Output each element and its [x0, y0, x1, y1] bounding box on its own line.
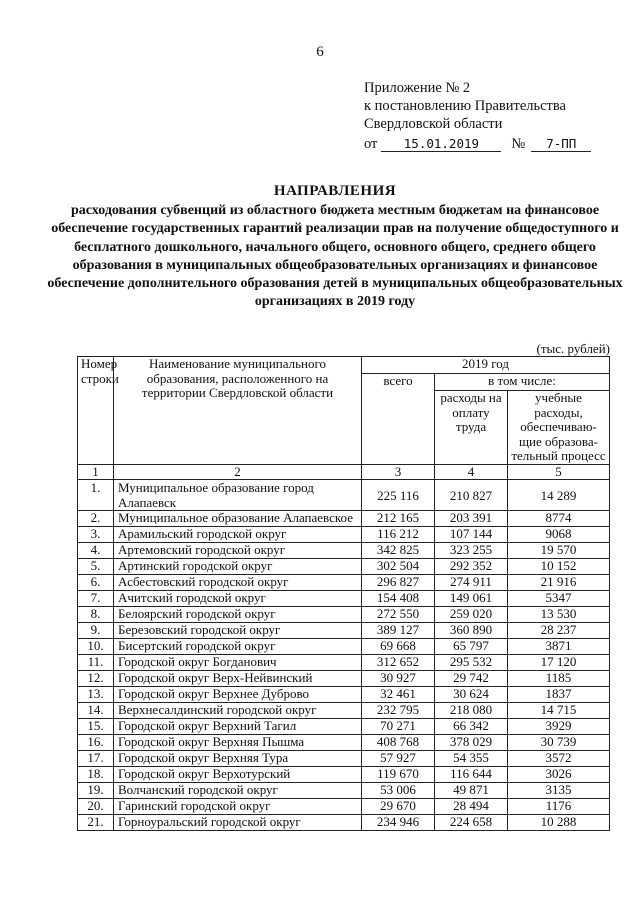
educational-value: 21 916 — [508, 575, 610, 591]
column-number: 2 — [114, 464, 362, 480]
table-row — [78, 575, 610, 591]
educational-value: 3929 — [508, 719, 610, 735]
row-number: 20. — [78, 799, 114, 815]
table-row — [78, 511, 610, 527]
table-header — [78, 357, 610, 480]
table-row — [78, 559, 610, 575]
educational-value: 28 237 — [508, 623, 610, 639]
labor-value: 29 742 — [435, 671, 508, 687]
educational-value: 19 570 — [508, 543, 610, 559]
municipality-name: Горноуральский городской округ — [114, 815, 362, 831]
row-number: 6. — [78, 575, 114, 591]
total-value: 154 408 — [362, 591, 435, 607]
educational-value: 10 152 — [508, 559, 610, 575]
column-number-row — [78, 464, 610, 480]
appendix-reference: к постановлению Правительства — [364, 98, 566, 114]
table-row — [78, 735, 610, 751]
row-number: 2. — [78, 511, 114, 527]
labor-value: 149 061 — [435, 591, 508, 607]
table-body — [78, 480, 610, 831]
subsidy-table — [77, 356, 610, 831]
total-value: 272 550 — [362, 607, 435, 623]
resolution-date: 15.01.2019 — [381, 137, 501, 152]
educational-value: 10 288 — [508, 815, 610, 831]
educational-value: 14 715 — [508, 703, 610, 719]
labor-value: 65 797 — [435, 639, 508, 655]
municipality-name: Городской округ Верх-Нейвинский — [114, 671, 362, 687]
labor-value: 54 355 — [435, 751, 508, 767]
municipality-name: Ачитский городской округ — [114, 591, 362, 607]
total-value: 225 116 — [362, 480, 435, 511]
column-number: 3 — [362, 464, 435, 480]
total-value: 302 504 — [362, 559, 435, 575]
municipality-name: Арамильский городской округ — [114, 527, 362, 543]
header-year: 2019 год — [362, 357, 610, 374]
educational-value: 3572 — [508, 751, 610, 767]
total-value: 234 946 — [362, 815, 435, 831]
row-number: 7. — [78, 591, 114, 607]
table-row — [78, 719, 610, 735]
appendix-date-line — [364, 135, 591, 153]
number-label: № — [511, 136, 526, 152]
table-row — [78, 703, 610, 719]
row-number: 18. — [78, 767, 114, 783]
labor-value: 116 644 — [435, 767, 508, 783]
units-label: (тыс. рублей) — [536, 341, 610, 356]
labor-value: 274 911 — [435, 575, 508, 591]
table-row — [78, 623, 610, 639]
labor-value: 210 827 — [435, 480, 508, 511]
header-name: Наименование муниципального образования, расположенного на территории Свердловской области — [114, 357, 362, 465]
header-educational: учебные расходы, обеспечиваю-щие образова-тельный процесс — [508, 391, 610, 465]
total-value: 212 165 — [362, 511, 435, 527]
appendix-block — [364, 79, 591, 153]
row-number: 15. — [78, 719, 114, 735]
table-row — [78, 687, 610, 703]
educational-value: 1185 — [508, 671, 610, 687]
municipality-name: Верхнесалдинский городской округ — [114, 703, 362, 719]
row-number: 14. — [78, 703, 114, 719]
labor-value: 295 532 — [435, 655, 508, 671]
municipality-name: Волчанский городской округ — [114, 783, 362, 799]
title-main: НАПРАВЛЕНИЯ — [273, 183, 397, 199]
labor-value: 107 144 — [435, 527, 508, 543]
labor-value: 292 352 — [435, 559, 508, 575]
educational-value: 17 120 — [508, 655, 610, 671]
row-number: 8. — [78, 607, 114, 623]
appendix-region: Свердловской области — [364, 116, 503, 132]
total-value: 232 795 — [362, 703, 435, 719]
total-value: 70 271 — [362, 719, 435, 735]
educational-value: 30 739 — [508, 735, 610, 751]
total-value: 69 668 — [362, 639, 435, 655]
row-number: 1. — [78, 480, 114, 511]
labor-value: 66 342 — [435, 719, 508, 735]
municipality-name: Асбестовский городской округ — [114, 575, 362, 591]
educational-value: 3135 — [508, 783, 610, 799]
municipality-name: Гаринский городской округ — [114, 799, 362, 815]
labor-value: 323 255 — [435, 543, 508, 559]
labor-value: 28 494 — [435, 799, 508, 815]
total-value: 57 927 — [362, 751, 435, 767]
labor-value: 218 080 — [435, 703, 508, 719]
header-including: в том числе: — [435, 374, 610, 391]
labor-value: 259 020 — [435, 607, 508, 623]
labor-value: 203 391 — [435, 511, 508, 527]
table-row — [78, 751, 610, 767]
educational-value: 14 289 — [508, 480, 610, 511]
table-row — [78, 799, 610, 815]
municipality-name: Городской округ Верхняя Пышма — [114, 735, 362, 751]
title-subtitle: расходования субвенций из областного бюджета местным бюджетам на финансовое обеспечение государственных гарантий реализации прав на получение общедоступного и бесплатного дошкольного, начального общего, основного общего, среднего общего образования в муниципальных общеобразовательных организациях и финансовое обеспечение дополнительного образования детей в муниципальных общеобразовательных организациях в 2019 году — [47, 203, 623, 310]
row-number: 4. — [78, 543, 114, 559]
table-row — [78, 543, 610, 559]
total-value: 342 825 — [362, 543, 435, 559]
table-row — [78, 639, 610, 655]
row-number: 10. — [78, 639, 114, 655]
labor-value: 224 658 — [435, 815, 508, 831]
municipality-name: Городской округ Верхняя Тура — [114, 751, 362, 767]
row-number: 12. — [78, 671, 114, 687]
appendix-title: Приложение № 2 — [364, 80, 471, 96]
municipality-name: Муниципальное образование город Алапаевск — [114, 480, 362, 511]
table-row — [78, 655, 610, 671]
municipality-name: Городской округ Верхний Тагил — [114, 719, 362, 735]
table-row — [78, 480, 610, 511]
total-value: 312 652 — [362, 655, 435, 671]
educational-value: 8774 — [508, 511, 610, 527]
document-title — [40, 182, 630, 312]
row-number: 17. — [78, 751, 114, 767]
municipality-name: Артинский городской округ — [114, 559, 362, 575]
table-row — [78, 815, 610, 831]
header-row-number: Номер строки — [78, 357, 114, 465]
municipality-name: Городской округ Верхнее Дуброво — [114, 687, 362, 703]
total-value: 119 670 — [362, 767, 435, 783]
row-number: 13. — [78, 687, 114, 703]
table-row — [78, 783, 610, 799]
educational-value: 9068 — [508, 527, 610, 543]
municipality-name: Артемовский городской округ — [114, 543, 362, 559]
row-number: 21. — [78, 815, 114, 831]
total-value: 389 127 — [362, 623, 435, 639]
municipality-name: Бисертский городской округ — [114, 639, 362, 655]
total-value: 32 461 — [362, 687, 435, 703]
row-number: 16. — [78, 735, 114, 751]
table-row — [78, 591, 610, 607]
total-value: 30 927 — [362, 671, 435, 687]
column-number: 1 — [78, 464, 114, 480]
educational-value: 3871 — [508, 639, 610, 655]
total-value: 408 768 — [362, 735, 435, 751]
municipality-name: Городской округ Богданович — [114, 655, 362, 671]
row-number: 11. — [78, 655, 114, 671]
total-value: 29 670 — [362, 799, 435, 815]
resolution-number: 7-ПП — [531, 137, 591, 152]
row-number: 3. — [78, 527, 114, 543]
from-label: от — [364, 136, 378, 152]
header-labor: расходы на оплату труда — [435, 391, 508, 465]
educational-value: 3026 — [508, 767, 610, 783]
municipality-name: Белоярский городской округ — [114, 607, 362, 623]
table-row — [78, 607, 610, 623]
municipality-name: Березовский городской округ — [114, 623, 362, 639]
table-row — [78, 767, 610, 783]
total-value: 53 006 — [362, 783, 435, 799]
total-value: 296 827 — [362, 575, 435, 591]
row-number: 19. — [78, 783, 114, 799]
labor-value: 360 890 — [435, 623, 508, 639]
educational-value: 13 530 — [508, 607, 610, 623]
table-row — [78, 527, 610, 543]
educational-value: 1176 — [508, 799, 610, 815]
column-number: 4 — [435, 464, 508, 480]
page-number: 6 — [316, 44, 324, 60]
row-number: 9. — [78, 623, 114, 639]
table-row — [78, 671, 610, 687]
row-number: 5. — [78, 559, 114, 575]
municipality-name: Городской округ Верхотурский — [114, 767, 362, 783]
total-value: 116 212 — [362, 527, 435, 543]
labor-value: 49 871 — [435, 783, 508, 799]
labor-value: 30 624 — [435, 687, 508, 703]
labor-value: 378 029 — [435, 735, 508, 751]
educational-value: 1837 — [508, 687, 610, 703]
column-number: 5 — [508, 464, 610, 480]
header-total: всего — [362, 374, 435, 465]
educational-value: 5347 — [508, 591, 610, 607]
municipality-name: Муниципальное образование Алапаевское — [114, 511, 362, 527]
